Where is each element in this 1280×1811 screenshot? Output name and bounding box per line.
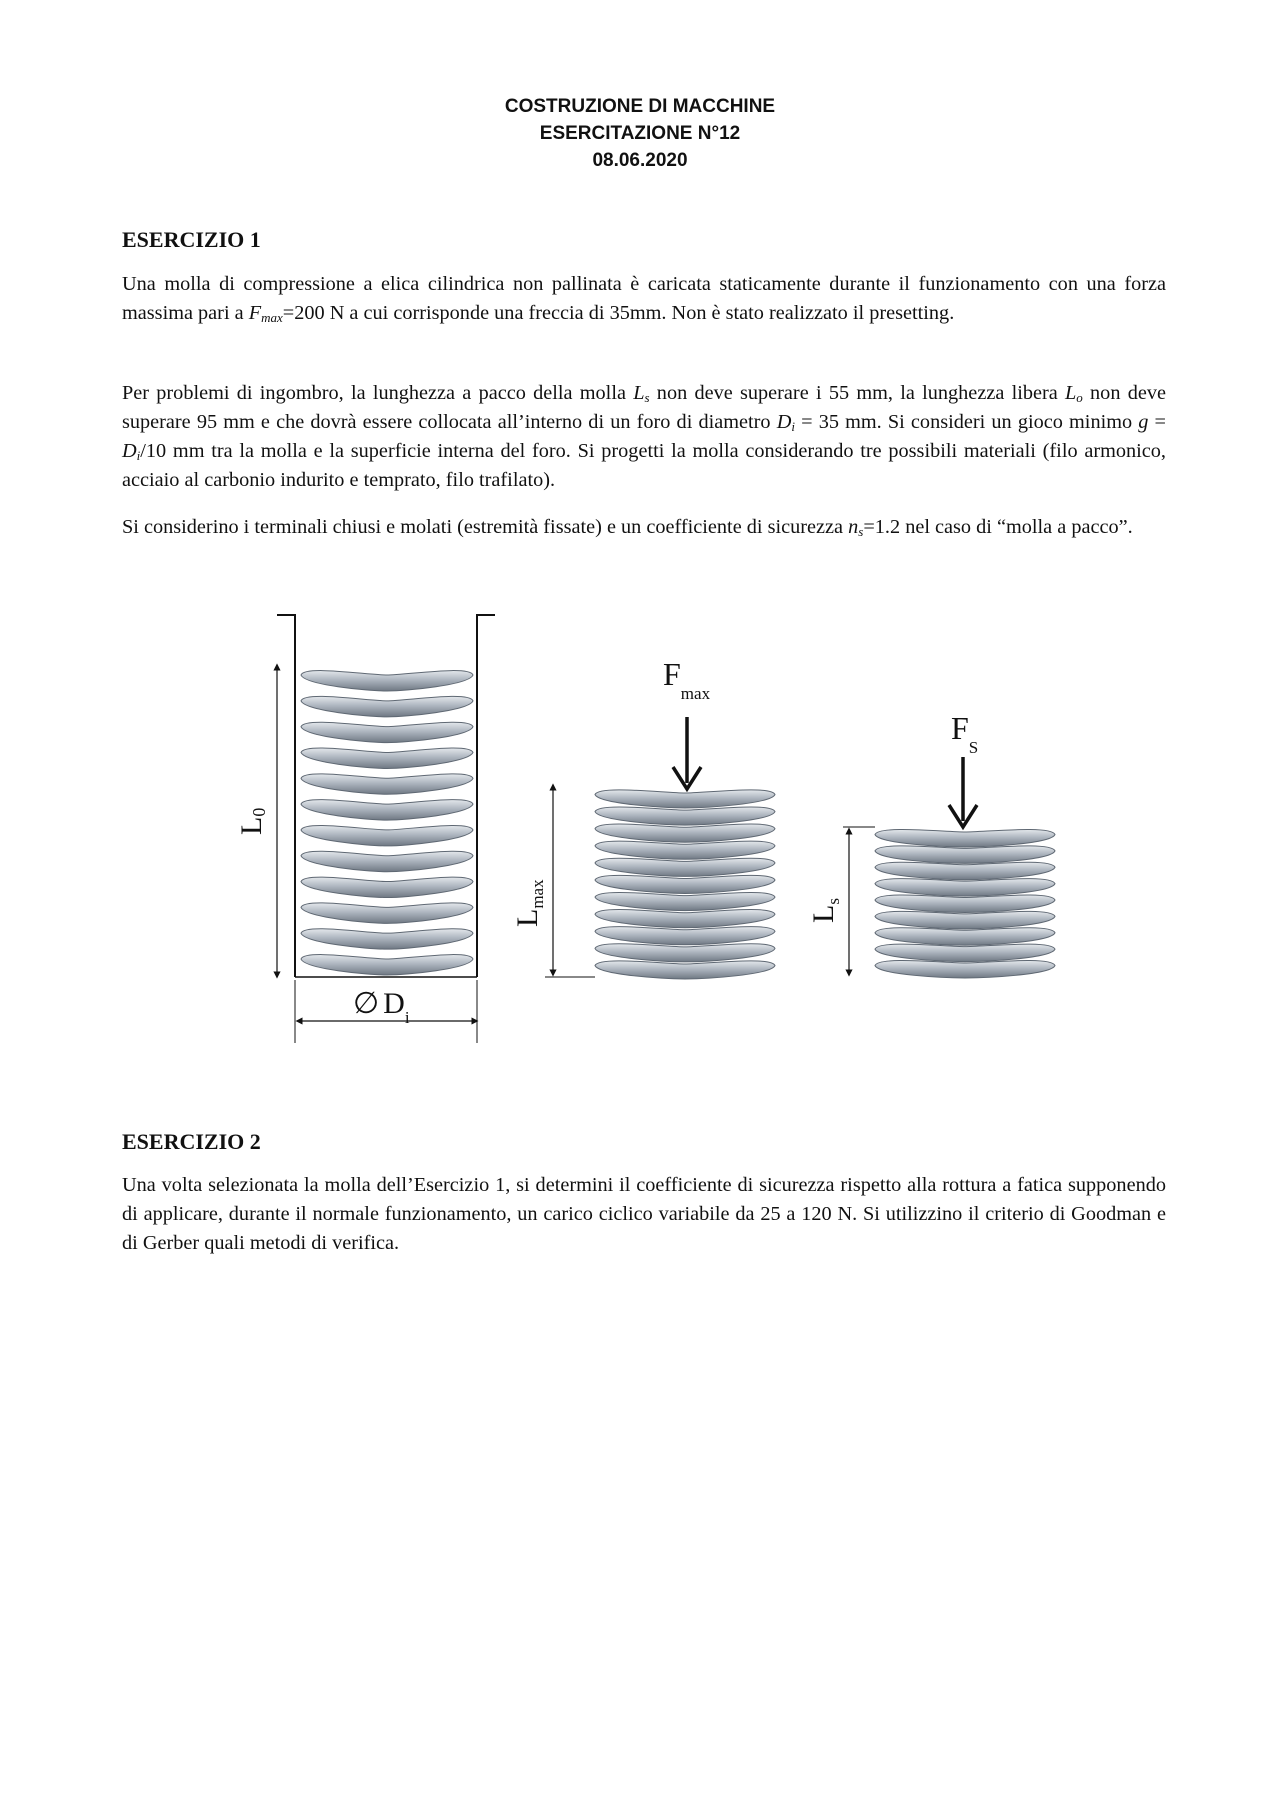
solid-spring-coil <box>875 961 1055 978</box>
bore-wall-right <box>477 615 495 977</box>
loaded-spring-coil <box>595 910 775 928</box>
free-spring <box>301 671 473 975</box>
loaded-spring-coil <box>595 961 775 979</box>
bore-wall-left <box>277 615 295 977</box>
solid-spring <box>875 830 1055 978</box>
exercise-2-paragraph: Una volta selezionata la molla dell’Esercizio 1, si determini il coefficiente di sicurezza rispetto alla rottura a fatica supponendo di applicare, durante il normale funzionamento, un carico ciclico variabile da 25 a 120 N. Si utilizzino il criterio di Goodman e di Gerber quali metodi di verifica. <box>122 1174 1166 1254</box>
exercise-1-title: ESERCIZIO 1 <box>122 227 261 252</box>
exercise-number: ESERCITAZIONE N°12 <box>539 123 741 144</box>
free-spring-coil <box>301 877 473 897</box>
fs-label: $F_S$ <box>951 710 979 757</box>
free-spring-coil <box>301 774 473 794</box>
lmax-label: $L_{max}$ <box>511 879 547 927</box>
free-spring-coil <box>301 722 473 742</box>
loaded-spring-coil <box>595 892 775 910</box>
free-spring-coil <box>301 671 473 691</box>
document-header <box>0 93 1280 174</box>
exercise-1-paragraph-3: Si considerino i terminali chiusi e molati (estremità fissate) e un coefficiente di sicurezza $n_s=1.2$ nel caso di “molla a pacco”. <box>122 516 1133 539</box>
solid-spring-coil <box>875 846 1055 863</box>
solid-spring-coil <box>875 862 1055 879</box>
document-date: 08.06.2020 <box>592 150 688 171</box>
loaded-spring-coil <box>595 858 775 876</box>
spring-diagram-svg <box>215 605 1085 1050</box>
l0-label: L0 <box>235 807 269 835</box>
loaded-spring-coil <box>595 927 775 945</box>
spring-diagram <box>215 605 1085 1050</box>
free-spring-coil <box>301 800 473 820</box>
solid-spring-coil <box>875 879 1055 896</box>
solid-spring-coil <box>875 895 1055 912</box>
free-spring-coil <box>301 955 473 975</box>
loaded-spring-coil <box>595 790 775 808</box>
loaded-spring-coil <box>595 807 775 825</box>
solid-spring-coil <box>875 911 1055 928</box>
loaded-spring-coil <box>595 875 775 893</box>
solid-spring-coil <box>875 830 1055 847</box>
loaded-spring-coil <box>595 841 775 859</box>
fmax-label: $F_{max}$ <box>663 656 711 703</box>
exercise-2-title: ESERCIZIO 2 <box>122 1129 261 1154</box>
free-spring-coil <box>301 696 473 716</box>
free-spring-coil <box>301 851 473 871</box>
di-label: ∅ $D_i$ <box>353 987 410 1027</box>
loaded-spring-coil <box>595 824 775 842</box>
solid-spring-coil <box>875 928 1055 945</box>
course-title: COSTRUZIONE DI MACCHINE <box>504 96 776 117</box>
exercise-1-paragraph-1: Una molla di compressione a elica cilindrica non pallinata è caricata staticamente durante il funzionamento con una forza massima pari a $F_{max}=200$ N a cui corrisponde una freccia di 35mm. Non è stato realizzato il presetting. <box>122 273 1166 325</box>
exercise-1-paragraph-2: Per problemi di ingombro, la lunghezza a pacco della molla $L_s$ non deve superare i 55 mm, la lunghezza libera $L_o$ non deve superare 95 mm e che dovrà essere collocata all’interno di un foro di diametro $D_i = 35$ mm. Si consideri un gioco minimo $g = D_i/10$ mm tra la molla e la superficie interna del foro. Si progetti la molla considerando tre possibili materiali (filo armonico, acciaio al carbonio indurito e temprato, filo trafilato). <box>122 382 1166 491</box>
free-spring-coil <box>301 929 473 949</box>
solid-spring-coil <box>875 944 1055 961</box>
ls-label: $L_s$ <box>807 898 843 923</box>
free-spring-coil <box>301 825 473 845</box>
free-spring-coil <box>301 748 473 768</box>
free-spring-coil <box>301 903 473 923</box>
loaded-spring <box>595 790 775 979</box>
loaded-spring-coil <box>595 944 775 962</box>
